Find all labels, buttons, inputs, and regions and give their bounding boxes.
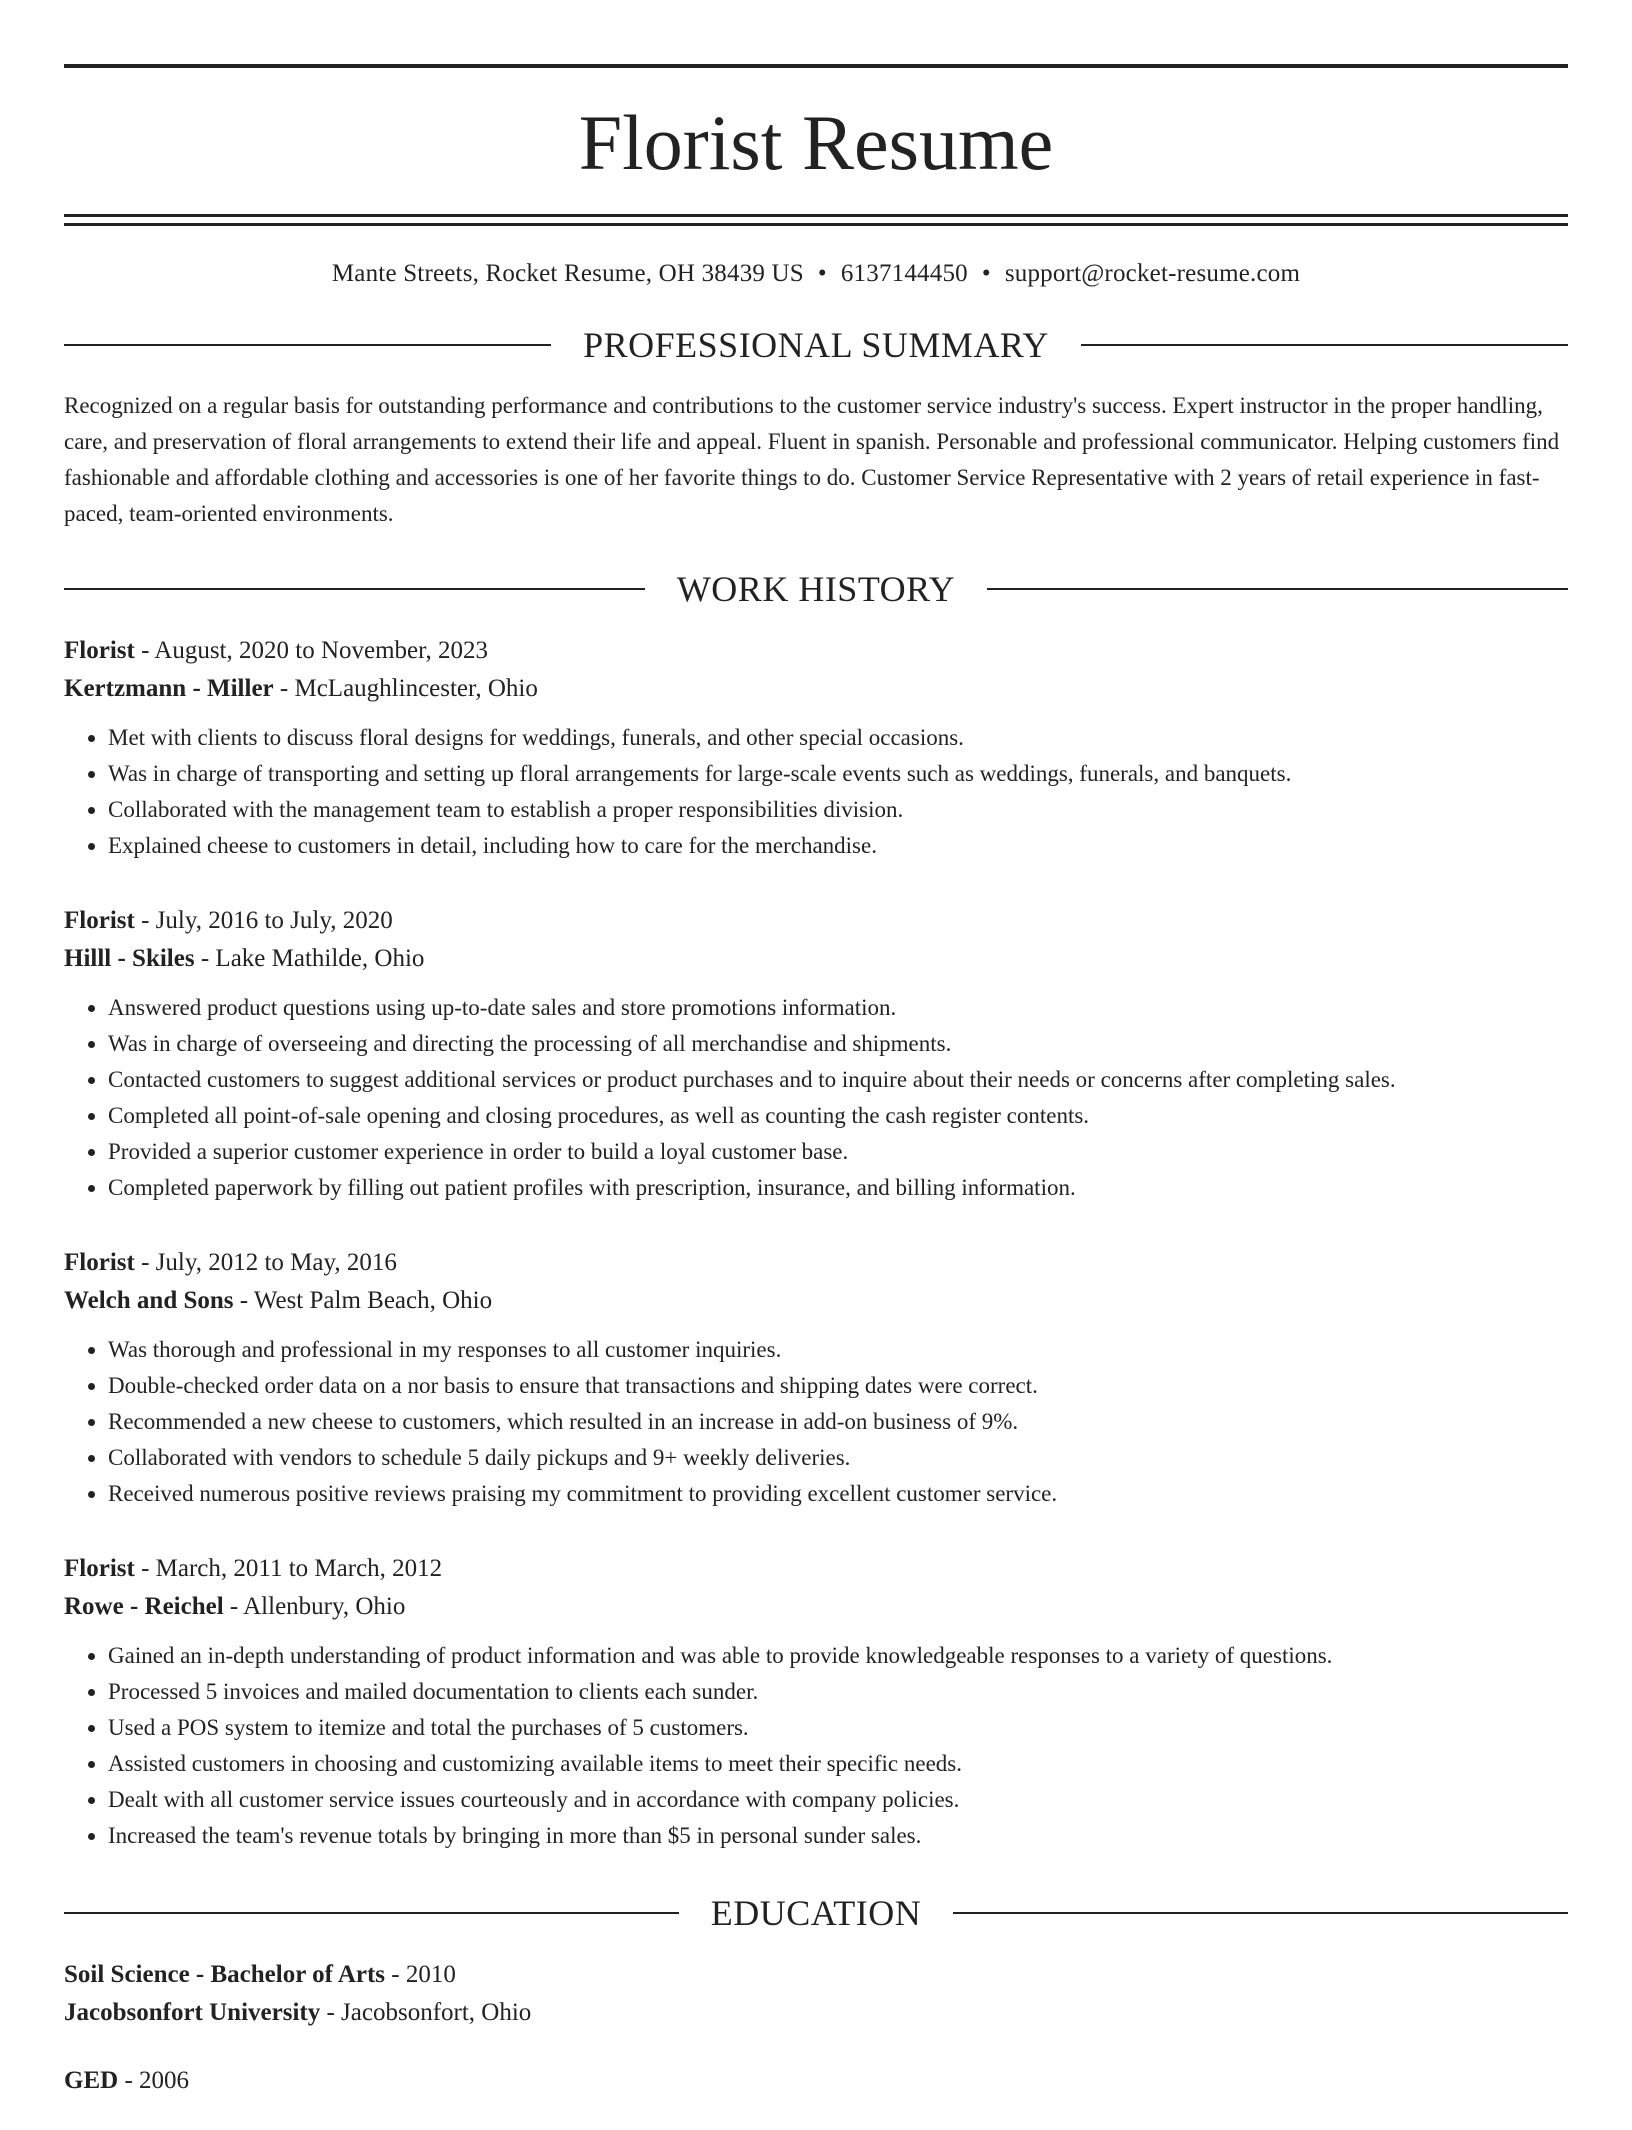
job-title-line: [64, 1244, 1568, 1282]
job-location: - Allenbury, Ohio: [223, 1593, 406, 1620]
job-location: - Lake Mathilde, Ohio: [194, 945, 425, 972]
job-duty-item: • Processed 5 invoices and mailed documentation to clients each sunder.: [108, 1674, 1568, 1710]
contact-line: [64, 260, 1568, 288]
job-title: Florist: [64, 637, 135, 664]
job-duties-list: [64, 720, 1568, 864]
contact-phone: 6137144450: [840, 260, 968, 287]
title-double-rule: [64, 214, 1568, 226]
heading-rule-right: [953, 1912, 1568, 1914]
job-duty-item: • Assisted customers in choosing and customizing available items to meet their specific needs.: [108, 1746, 1568, 1782]
job-duty-item: • Was thorough and professional in my responses to all customer inquiries.: [108, 1332, 1568, 1368]
work-heading: [64, 568, 1568, 610]
job-duty-item: • Was in charge of transporting and setting up floral arrangements for large-scale events such as weddings, funerals, and banquets.: [108, 756, 1568, 792]
education-list: [64, 1956, 1568, 2100]
education-year: - 2006: [118, 2067, 190, 2094]
education-year: - 2010: [385, 1961, 456, 1988]
summary-heading-label: PROFESSIONAL SUMMARY: [583, 325, 1049, 365]
job-duty-item: • Received numerous positive reviews praising my commitment to providing excellent customer service.: [108, 1476, 1568, 1512]
job-company-line: [64, 1588, 1568, 1626]
heading-rule-right: [987, 588, 1568, 590]
education-degree-line: [64, 2062, 1568, 2100]
job-duty-item: • Completed paperwork by filling out patient profiles with prescription, insurance, and billing information.: [108, 1170, 1568, 1206]
heading-rule-left: [64, 1912, 679, 1914]
work-history-list: [64, 632, 1568, 1854]
education-school: Jacobsonfort University: [64, 1999, 321, 2026]
job-duty-item: • Provided a superior customer experience in order to build a loyal customer base.: [108, 1134, 1568, 1170]
job-dates: - July, 2012 to May, 2016: [134, 1249, 397, 1276]
job-title: Florist: [64, 907, 135, 934]
job-duties-list: [64, 990, 1568, 1206]
job-entry: [64, 902, 1568, 1206]
summary-heading: [64, 324, 1568, 366]
job-title-line: [64, 1550, 1568, 1588]
contact-address: Mante Streets, Rocket Resume, OH 38439 US: [331, 260, 804, 287]
job-duty-item: • Met with clients to discuss floral designs for weddings, funerals, and other special occasions.: [108, 720, 1568, 756]
job-company: Kertzmann - Miller: [64, 675, 274, 702]
education-degree-line: [64, 1956, 1568, 1994]
job-duty-item: • Double-checked order data on a nor basis to ensure that transactions and shipping dates were correct.: [108, 1368, 1568, 1404]
job-duty-item: • Contacted customers to suggest additional services or product purchases and to inquire about their needs or concerns after completing sales.: [108, 1062, 1568, 1098]
education-heading-label: EDUCATION: [710, 1893, 922, 1933]
education-entry: [64, 1956, 1568, 2032]
job-title: Florist: [64, 1555, 135, 1582]
job-entry: [64, 1244, 1568, 1512]
education-degree: Soil Science - Bachelor of Arts: [64, 1961, 386, 1988]
job-duty-item: • Recommended a new cheese to customers, which resulted in an increase in add-on business of 9%.: [108, 1404, 1568, 1440]
contact-separator: •: [817, 260, 827, 287]
job-company-line: [64, 1282, 1568, 1320]
education-school-line: [64, 1994, 1568, 2032]
job-duty-item: • Collaborated with the management team to establish a proper responsibilities division.: [108, 792, 1568, 828]
education-heading: [64, 1892, 1568, 1934]
job-dates: - August, 2020 to November, 2023: [134, 637, 488, 664]
job-entry: [64, 1550, 1568, 1854]
job-duty-item: • Answered product questions using up-to-date sales and store promotions information.: [108, 990, 1568, 1026]
job-duty-item: • Completed all point-of-sale opening and closing procedures, as well as counting the cash register contents.: [108, 1098, 1568, 1134]
job-duty-item: • Was in charge of overseeing and directing the processing of all merchandise and shipments.: [108, 1026, 1568, 1062]
education-entry: [64, 2062, 1568, 2100]
job-company: Welch and Sons: [64, 1287, 234, 1314]
job-duties-list: [64, 1638, 1568, 1854]
education-location: - Jacobsonfort, Ohio: [320, 1999, 532, 2026]
job-company-line: [64, 670, 1568, 708]
job-location: - McLaughlincester, Ohio: [273, 675, 538, 702]
job-entry: [64, 632, 1568, 864]
resume-page: [64, 64, 1568, 2130]
job-company: Hilll - Skiles: [64, 945, 195, 972]
heading-rule-left: [64, 588, 645, 590]
contact-separator: •: [981, 260, 991, 287]
job-company-line: [64, 940, 1568, 978]
contact-email: support@rocket-resume.com: [1004, 260, 1301, 287]
education-degree: GED: [64, 2067, 119, 2094]
job-title-line: [64, 632, 1568, 670]
work-heading-label: WORK HISTORY: [676, 569, 956, 609]
job-title: Florist: [64, 1249, 135, 1276]
job-dates: - March, 2011 to March, 2012: [134, 1555, 443, 1582]
job-duty-item: • Explained cheese to customers in detail, including how to care for the merchandise.: [108, 828, 1568, 864]
top-rule: [64, 64, 1568, 68]
job-duty-item: • Collaborated with vendors to schedule 5 daily pickups and 9+ weekly deliveries.: [108, 1440, 1568, 1476]
job-duty-item: • Used a POS system to itemize and total the purchases of 5 customers.: [108, 1710, 1568, 1746]
page-title: Florist Resume: [578, 99, 1054, 186]
job-dates: - July, 2016 to July, 2020: [134, 907, 393, 934]
job-location: - West Palm Beach, Ohio: [233, 1287, 493, 1314]
heading-rule-left: [64, 344, 551, 346]
heading-rule-right: [1081, 344, 1568, 346]
job-duties-list: [64, 1332, 1568, 1512]
job-company: Rowe - Reichel: [64, 1593, 224, 1620]
job-duty-item: • Increased the team's revenue totals by bringing in more than $5 in personal sunder sales.: [108, 1818, 1568, 1854]
summary-text: Recognized on a regular basis for outstanding performance and contributions to the customer service industry's success. Expert instructor in the proper handling, care, and preservation of floral arrangements to extend their life and appeal. Fluent in spanish. Personable and professional communicator. Helping customers find fashionable and affordable clothing and accessories is one of her favorite things to do. Customer Service Representative with 2 years of retail experience in fast-paced, team-oriented environments.: [64, 393, 1560, 526]
job-duty-item: • Dealt with all customer service issues courteously and in accordance with company policies.: [108, 1782, 1568, 1818]
job-duty-item: • Gained an in-depth understanding of product information and was able to provide knowledgeable responses to a variety of questions.: [108, 1638, 1568, 1674]
job-title-line: [64, 902, 1568, 940]
